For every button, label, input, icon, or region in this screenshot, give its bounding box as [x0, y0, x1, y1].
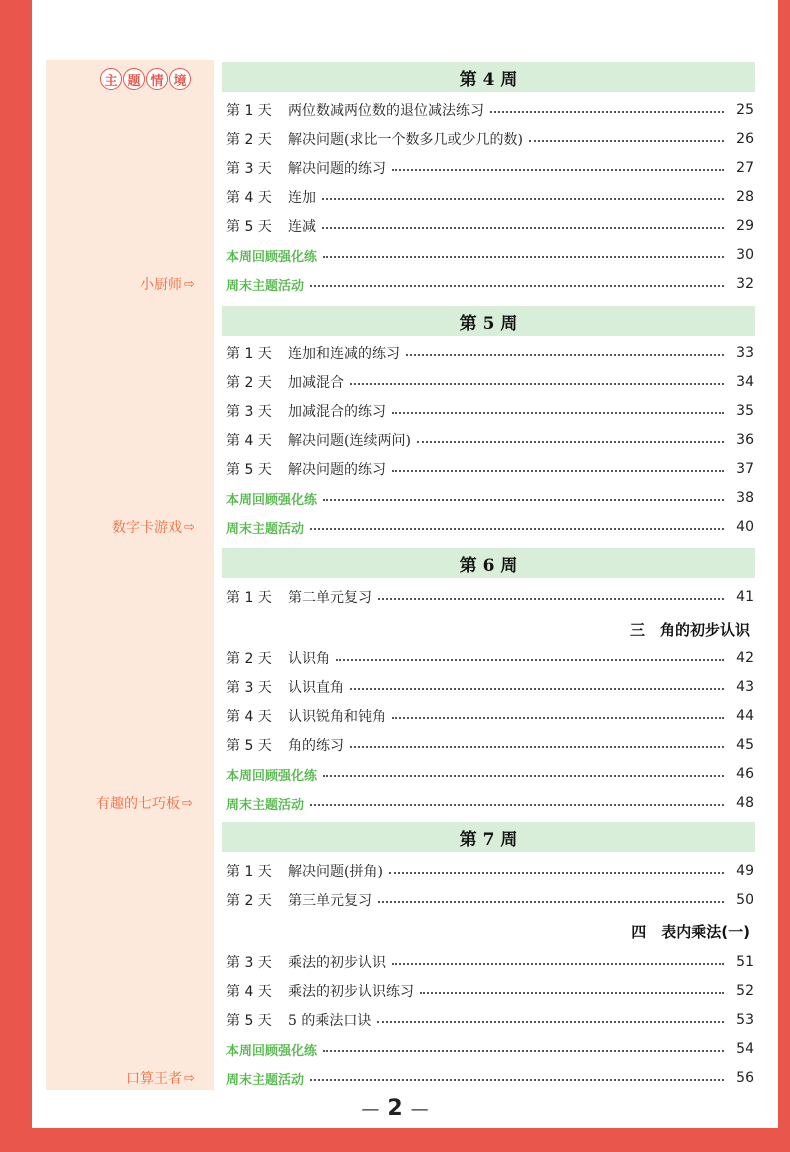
toc-row[interactable]: [226, 215, 754, 237]
lesson-title: 本周回顾强化练: [226, 768, 318, 784]
day-label: 第 2 天: [226, 893, 272, 909]
lesson-title: 第二单元复习: [288, 590, 372, 606]
day-label: 第 5 天: [226, 738, 272, 754]
page-ref: 41: [736, 589, 754, 605]
toc-row[interactable]: [226, 734, 754, 756]
lesson-title: 解决问题的练习: [288, 161, 386, 177]
toc-row-review[interactable]: [226, 1038, 754, 1060]
page-ref: 36: [736, 432, 754, 448]
lesson-title: 加减混合: [288, 375, 344, 391]
page-ref: 42: [736, 650, 754, 666]
day-label: 第 4 天: [226, 190, 272, 206]
lesson-title: 连加: [288, 190, 316, 206]
page-ref: 26: [736, 131, 754, 147]
toc-row[interactable]: [226, 429, 754, 451]
day-label: 第 3 天: [226, 404, 272, 420]
lesson-title: 本周回顾强化练: [226, 492, 318, 508]
day-label: 第 3 天: [226, 955, 272, 971]
page-ref: 27: [736, 160, 754, 176]
lesson-title: 解决问题的练习: [288, 462, 386, 478]
lesson-title: 两位数减两位数的退位减法练习: [288, 103, 484, 119]
page-ref: 51: [736, 954, 754, 970]
day-label: 第 2 天: [226, 651, 272, 667]
toc-row[interactable]: [226, 400, 754, 422]
toc-row[interactable]: [226, 705, 754, 727]
leader-dots: [378, 598, 724, 600]
leader-dots: [323, 499, 724, 501]
page-ref: 46: [736, 766, 754, 782]
lesson-title: 认识角: [288, 651, 330, 667]
page-ref: 28: [736, 189, 754, 205]
leader-dots: [350, 688, 724, 690]
toc-row[interactable]: [226, 186, 754, 208]
page-ref: 30: [736, 247, 754, 263]
day-label: 第 4 天: [226, 433, 272, 449]
page-ref: 29: [736, 218, 754, 234]
page-ref: 34: [736, 374, 754, 390]
page-ref: 48: [736, 795, 754, 811]
lesson-title: 周末主题活动: [226, 278, 305, 294]
toc-row[interactable]: [226, 128, 754, 150]
toc-row[interactable]: [226, 676, 754, 698]
day-label: 第 1 天: [226, 864, 272, 880]
day-label: 第 3 天: [226, 680, 272, 696]
day-label: 第 1 天: [226, 103, 272, 119]
page-ref: 33: [736, 345, 754, 361]
leader-dots: [529, 140, 724, 142]
unit-title: 三 角的初步认识: [629, 621, 750, 639]
lesson-title: 乘法的初步认识练习: [288, 984, 414, 1000]
theme-name: 小厨师: [140, 277, 182, 293]
leader-dots: [392, 412, 724, 414]
arrow-right-icon: ⇨: [184, 1070, 195, 1086]
day-label: 第 1 天: [226, 590, 272, 606]
lesson-title: 连减: [288, 219, 316, 235]
leader-dots: [392, 169, 724, 171]
leader-dots: [310, 285, 724, 287]
theme-header-char: 情: [146, 68, 168, 90]
toc-row-review[interactable]: [226, 244, 754, 266]
leader-dots: [377, 1021, 724, 1023]
page-ref: 50: [736, 892, 754, 908]
page-number: 2: [387, 1096, 403, 1121]
leader-dots: [389, 872, 724, 874]
footer-dash: —: [410, 1099, 429, 1120]
toc-row[interactable]: [226, 1009, 754, 1031]
leader-dots: [322, 198, 724, 200]
day-label: 第 5 天: [226, 1013, 272, 1029]
day-label: 第 4 天: [226, 984, 272, 1000]
toc-row[interactable]: [226, 99, 754, 121]
toc-row[interactable]: [226, 371, 754, 393]
page-ref: 52: [736, 983, 754, 999]
page-ref: 53: [736, 1012, 754, 1028]
toc-row[interactable]: [226, 157, 754, 179]
lesson-title: 乘法的初步认识: [288, 955, 386, 971]
page-ref: 40: [736, 519, 754, 535]
day-label: 第 2 天: [226, 375, 272, 391]
lesson-title: 5 的乘法口诀: [288, 1013, 372, 1029]
toc-row[interactable]: [226, 586, 754, 608]
leader-dots: [392, 963, 724, 965]
day-label: 第 5 天: [226, 462, 272, 478]
week-header: 第 7 周: [222, 822, 755, 852]
lesson-title: 本周回顾强化练: [226, 1043, 318, 1059]
leader-dots: [392, 470, 724, 472]
page-ref: 54: [736, 1041, 754, 1057]
toc-row[interactable]: [226, 342, 754, 364]
lesson-title: 本周回顾强化练: [226, 249, 318, 265]
lesson-title: 认识锐角和钝角: [288, 709, 386, 725]
day-label: 第 5 天: [226, 219, 272, 235]
leader-dots: [350, 746, 724, 748]
page-ref: 44: [736, 708, 754, 724]
leader-dots: [392, 717, 724, 719]
toc-row[interactable]: [226, 860, 754, 882]
lesson-title: 连加和连减的练习: [288, 346, 400, 362]
leader-dots: [350, 383, 724, 385]
lesson-title: 周末主题活动: [226, 1072, 305, 1088]
theme-sidebar: [46, 60, 214, 1090]
lesson-title: 角的练习: [288, 738, 344, 754]
page-ref: 25: [736, 102, 754, 118]
day-label: 第 1 天: [226, 346, 272, 362]
leader-dots: [490, 111, 724, 113]
leader-dots: [420, 992, 724, 994]
theme-header-badge: [100, 68, 191, 90]
lesson-title: 解决问题(连续两问): [288, 433, 411, 449]
day-label: 第 3 天: [226, 161, 272, 177]
theme-label[interactable]: [126, 1068, 195, 1088]
theme-name: 有趣的七巧板: [96, 796, 180, 812]
lesson-title: 加减混合的练习: [288, 404, 386, 420]
page-ref: 38: [736, 490, 754, 506]
unit-title: 四 表内乘法(一): [631, 923, 750, 941]
week-header: 第 4 周: [222, 62, 755, 92]
page-ref: 56: [736, 1070, 754, 1086]
lesson-title: 认识直角: [288, 680, 344, 696]
footer-dash: —: [361, 1099, 380, 1120]
leader-dots: [310, 1079, 724, 1081]
page-footer: [0, 1096, 790, 1121]
theme-label[interactable]: [112, 517, 195, 537]
theme-label[interactable]: [96, 793, 193, 813]
day-label: 第 4 天: [226, 709, 272, 725]
toc-row-activity[interactable]: [226, 792, 754, 814]
theme-header-char: 主: [100, 68, 122, 90]
toc-row-review[interactable]: [226, 763, 754, 785]
toc-row[interactable]: [226, 889, 754, 911]
toc-row[interactable]: [226, 647, 754, 669]
page-ref: 49: [736, 863, 754, 879]
leader-dots: [323, 1050, 724, 1052]
lesson-title: 第三单元复习: [288, 893, 372, 909]
page-ref: 32: [736, 276, 754, 292]
arrow-right-icon: ⇨: [182, 795, 193, 811]
toc-row[interactable]: [226, 980, 754, 1002]
lesson-title: 解决问题(拼角): [288, 864, 383, 880]
theme-name: 口算王者: [126, 1071, 182, 1087]
theme-header-char: 题: [123, 68, 145, 90]
page-ref: 45: [736, 737, 754, 753]
week-header: 第 5 周: [222, 306, 755, 336]
page-ref: 35: [736, 403, 754, 419]
lesson-title: 解决问题(求比一个数多几或少几的数): [288, 132, 523, 148]
theme-header-char: 境: [169, 68, 191, 90]
leader-dots: [378, 901, 724, 903]
theme-label[interactable]: [140, 274, 195, 294]
week-header: 第 6 周: [222, 548, 755, 578]
toc-row-activity[interactable]: [226, 273, 754, 295]
leader-dots: [323, 256, 724, 258]
lesson-title: 周末主题活动: [226, 521, 305, 537]
toc-row-activity[interactable]: [226, 516, 754, 538]
page-ref: 43: [736, 679, 754, 695]
day-label: 第 2 天: [226, 132, 272, 148]
toc-row-review[interactable]: [226, 487, 754, 509]
toc-row-activity[interactable]: [226, 1067, 754, 1089]
arrow-right-icon: ⇨: [184, 276, 195, 292]
lesson-title: 周末主题活动: [226, 797, 305, 813]
toc-row[interactable]: [226, 951, 754, 973]
leader-dots: [336, 659, 724, 661]
toc-row[interactable]: [226, 458, 754, 480]
theme-name: 数字卡游戏: [112, 520, 182, 536]
leader-dots: [310, 804, 724, 806]
page-ref: 37: [736, 461, 754, 477]
arrow-right-icon: ⇨: [184, 519, 195, 535]
leader-dots: [417, 441, 724, 443]
leader-dots: [322, 227, 724, 229]
leader-dots: [310, 528, 724, 530]
leader-dots: [406, 354, 724, 356]
leader-dots: [323, 775, 724, 777]
